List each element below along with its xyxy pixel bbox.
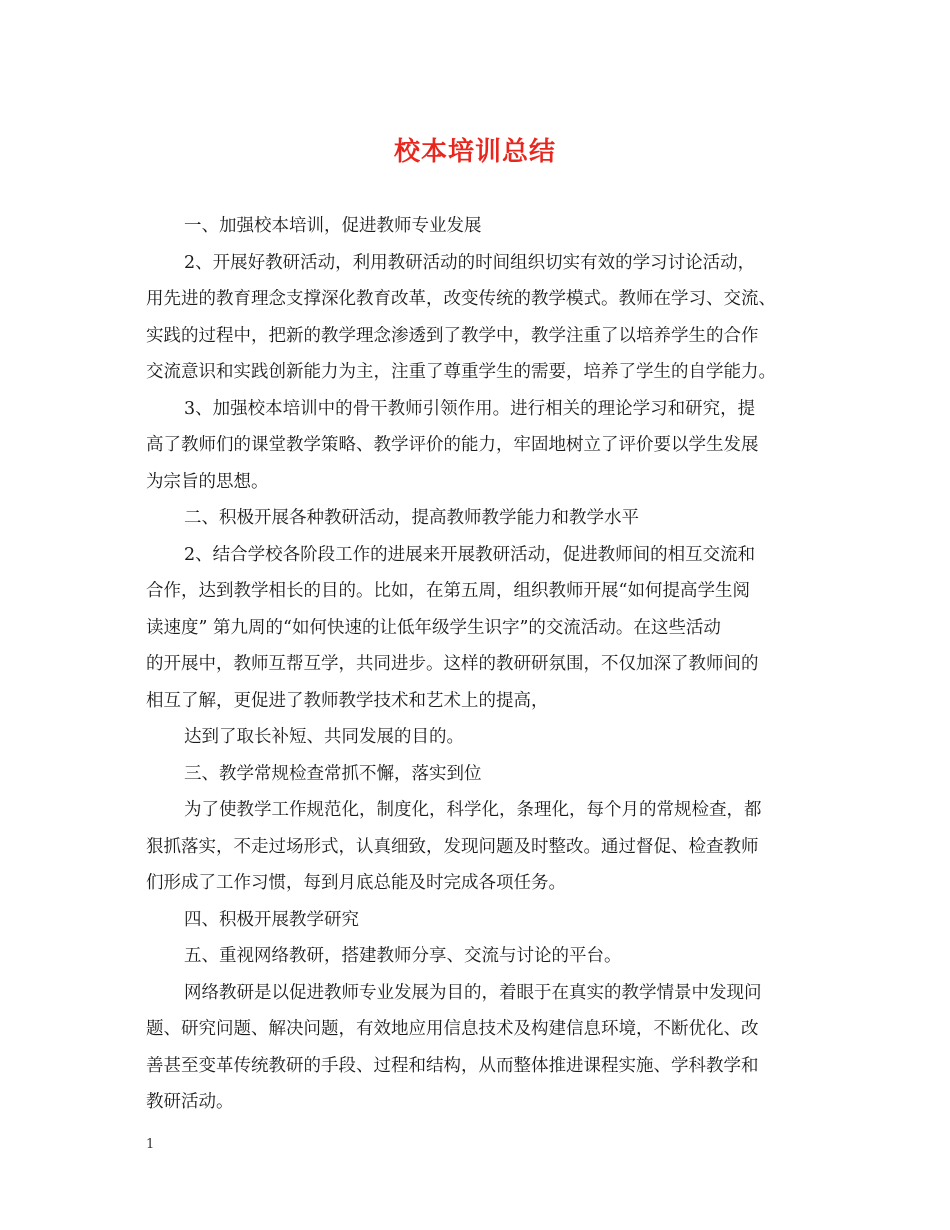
paragraph-line: 的开展中，教师互帮互学，共同进步。这样的教研研氛围，不仅加深了教师间的 <box>146 654 759 674</box>
paragraph-line: 3、加强校本培训中的骨干教师引领作用。进行相关的理论学习和研究，提 <box>184 398 756 419</box>
page-number: 1 <box>146 1137 155 1152</box>
paragraph-line: 狠抓落实，不走过场形式，认真细致，发现问题及时整改。通过督促、检查教师 <box>146 836 759 857</box>
paragraph-line: 五、重视网络教研，搭建教师分享、交流与讨论的平台。 <box>184 946 622 966</box>
paragraph-line: 为宗旨的思想。 <box>146 471 269 492</box>
paragraph-line: 高了教师们的课堂教学策略、教学评价的能力，牢固地树立了评价要以学生发展 <box>146 435 759 455</box>
paragraph-line: 用先进的教育理念支撑深化教育改革，改变传统的教学模式。教师在学习、交流、 <box>146 289 776 309</box>
document-title: 校本培训总结 <box>393 137 556 167</box>
paragraph-line: 三、教学常规检查常抓不懈，落实到位 <box>184 763 482 784</box>
paragraph-line: 善甚至变革传统教研的手段、过程和结构，从而整体推进课程实施、学科教学和 <box>146 1055 759 1076</box>
paragraph-line: 们形成了工作习惯，每到月底总能及时完成各项任务。 <box>146 873 566 893</box>
paragraph-line: 2、开展好教研活动，利用教研活动的时间组织切实有效的学习讨论活动， <box>184 252 756 273</box>
paragraph-line: 为了使教学工作规范化，制度化，科学化，条理化，每个月的常规检查，都 <box>184 800 762 820</box>
paragraph-line: 二、积极开展各种教研活动，提高教师教学能力和教学水平 <box>184 508 639 528</box>
paragraph-line: 2、结合学校各阶段工作的进展来开展教研活动，促进教师间的相互交流和 <box>184 544 756 565</box>
paragraph-line: 读速度” 第九周的“如何快速的让低年级学生识字”的交流活动。在这些活动 <box>146 617 721 638</box>
paragraph-line: 网络教研是以促进教师专业发展为目的，着眼于在真实的教学情景中发现问 <box>184 982 762 1003</box>
paragraph-line: 四、积极开展教学研究 <box>184 909 359 930</box>
paragraph-line: 达到了取长补短、共同发展的目的。 <box>184 727 464 747</box>
paragraph-line: 交流意识和实践创新能力为主，注重了尊重学生的需要，培养了学生的自学能力。 <box>146 362 776 382</box>
paragraph-line: 合作，达到教学相长的目的。比如，在第五周，组织教师开展“如何提高学生阅 <box>146 581 750 601</box>
paragraph-line: 实践的过程中，把新的教学理念渗透到了教学中，教学注重了以培养学生的合作 <box>146 325 759 346</box>
document-body <box>146 208 816 1121</box>
paragraph-line: 一、加强校本培训，促进教师专业发展 <box>184 216 482 236</box>
paragraph-line: 题、研究问题、解决问题，有效地应用信息技术及构建信息环境，不断优化、改 <box>146 1019 759 1039</box>
paragraph-line: 教研活动。 <box>146 1092 234 1112</box>
paragraph-line: 相互了解，更促进了教师教学技术和艺术上的提高， <box>146 690 549 711</box>
